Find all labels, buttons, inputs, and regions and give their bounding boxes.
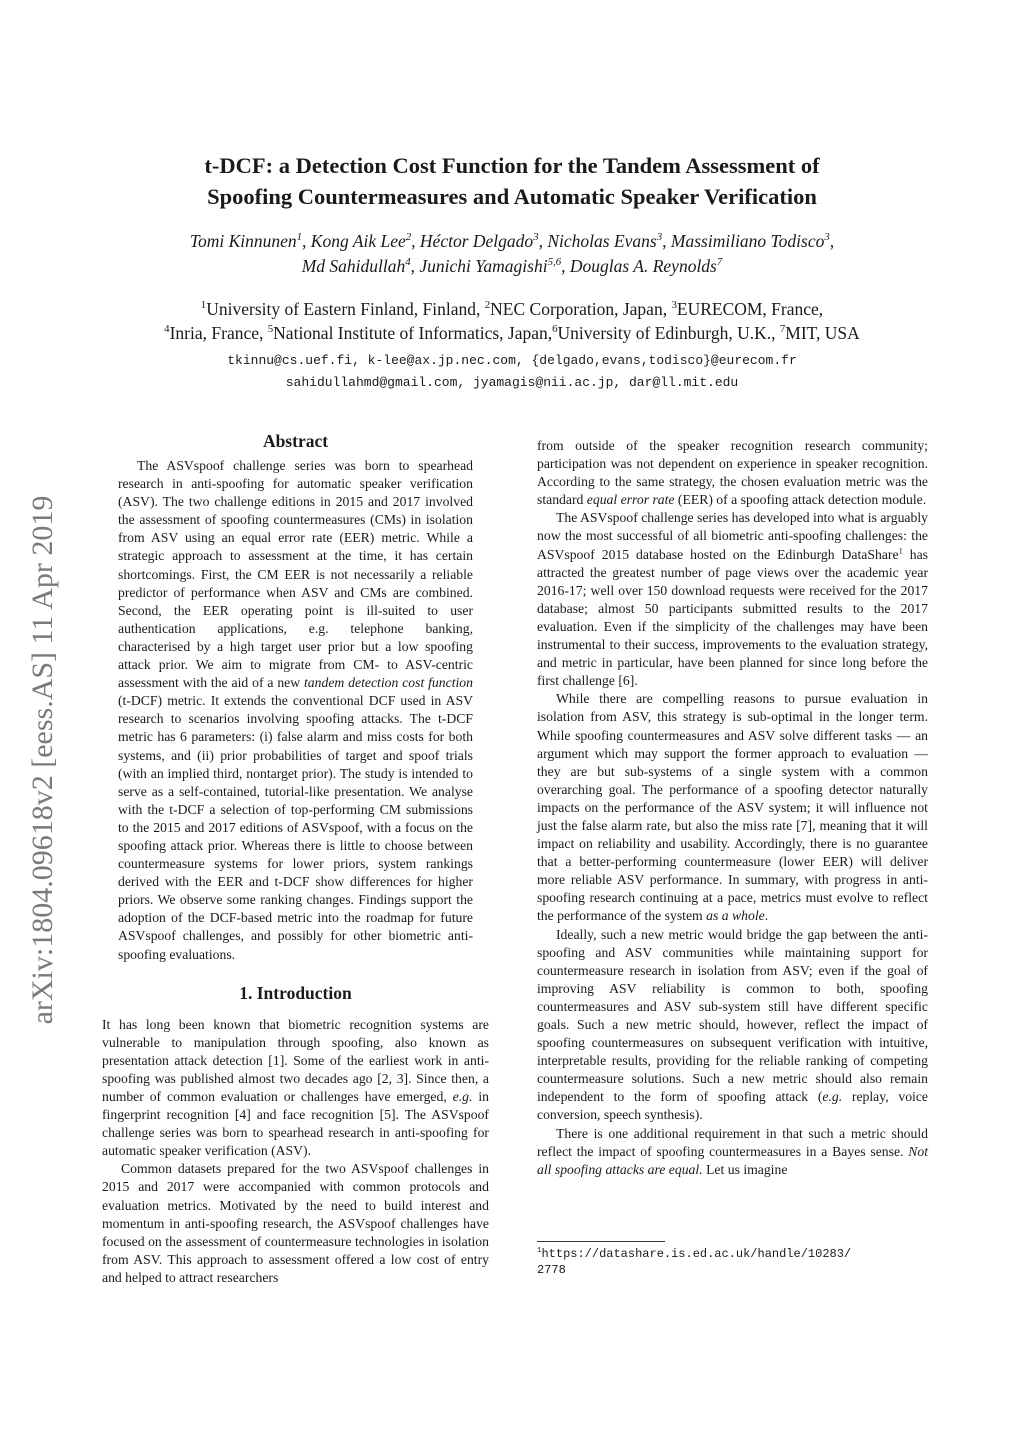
paragraph-text: (EER) of a spoofing attack detection module.	[674, 492, 927, 508]
paragraph-text: from outside of the speaker recognition research community; participation was not dependent on experience in speaker recognition. According to the same strategy, the chosen evaluation metric was the standard	[537, 438, 928, 508]
affiliation: NEC Corporation, Japan,	[490, 299, 672, 319]
author-sep: ,	[410, 256, 420, 276]
author-affil-sup: 5,6	[547, 256, 562, 269]
title-line-2: Spoofing Countermeasures and Automatic Speaker Verification	[207, 184, 817, 209]
affil-sup: 4	[164, 323, 170, 336]
paragraph-text: The ASVspoof challenge series has developed into what is arguably now the most successful of all biometric anti-spoofing challenges: the ASVspoof 2015 database hosted on the Edinburgh DataShare	[537, 510, 928, 562]
affiliation: University of Eastern Finland, Finland,	[206, 299, 485, 319]
author-emails	[0, 350, 1024, 394]
abstract-paragraph	[118, 457, 473, 964]
footnote	[537, 1246, 937, 1278]
affil-sup: 3	[671, 299, 677, 312]
affiliation: Inria, France,	[169, 323, 268, 343]
affiliation-line-2	[0, 321, 1024, 345]
paragraph-text: in fingerprint recognition [4] and face recognition [5]. The ASVspoof challenge series was born to spearhead research in anti-spoofing for automatic speaker verification (ASV).	[102, 1089, 489, 1159]
affiliations	[0, 297, 1024, 345]
author-name: Tomi Kinnunen	[189, 231, 297, 251]
author-affil-sup: 7	[716, 256, 723, 269]
intro-paragraph	[537, 509, 928, 690]
author-name: Md Sahidullah	[301, 256, 406, 276]
author-affil-sup: 3	[824, 231, 830, 244]
affil-sup: 5	[267, 323, 274, 336]
author-sep: ,	[662, 231, 671, 251]
author-sep: ,	[411, 231, 420, 251]
abstract-emphasis: tandem detection cost function	[304, 675, 473, 691]
affiliation-line-1	[0, 297, 1024, 321]
paragraph-text: .	[764, 908, 769, 924]
footnote-divider	[537, 1241, 665, 1242]
affil-sup: 1	[200, 299, 207, 312]
paragraph-text: Common datasets prepared for the two ASVspoof challenges in 2015 and 2017 were accompanied with common protocols and evaluation metrics. Motivated by the need to build interest and momentum in anti-spoofing research, the ASVspoof challenges have focused on the assessment of countermeasure technologies in isolation from ASV. This approach to assessment offered a low cost of entry and helped to attract researchers	[102, 1161, 489, 1285]
intro-paragraph	[102, 1016, 489, 1161]
author-affil-sup: 3	[533, 231, 539, 244]
author-list	[0, 229, 1024, 279]
paragraph-emphasis: as a whole	[706, 908, 765, 924]
right-column	[537, 437, 928, 1179]
title-line-1: t-DCF: a Detection Cost Function for the Tandem Assessment of	[204, 153, 820, 178]
section-heading-introduction: 1. Introduction	[239, 982, 352, 1003]
author-name: Douglas A. Reynolds	[569, 256, 717, 276]
paragraph-emphasis: Not all spoofing attacks are equal.	[537, 1143, 928, 1177]
left-column	[102, 430, 489, 1287]
author-affil-sup: 2	[405, 231, 412, 244]
abstract-body	[102, 457, 489, 964]
arxiv-identifier: arXiv:1804.09618v2 [eess.AS] 11 Apr 2019	[26, 495, 59, 1025]
paragraph-text: Let us imagine	[702, 1161, 788, 1177]
intro-paragraph	[537, 926, 928, 1125]
author-sep: ,	[302, 231, 311, 251]
intro-paragraph	[537, 1125, 928, 1179]
author-name: Massimiliano Todisco	[670, 231, 825, 251]
abstract-text: The ASVspoof challenge series was born to spearhead research in anti-spoofing for automatic speaker verification (ASV). The two challenge editions in 2015 and 2017 involved the assessment of spoofing countermeasures (CMs) in isolation from ASV using an equal error rate (EER) metric. While a strategic approach to assessment at the time, it has certain shortcomings. First, the CM EER is not necessarily a reliable predictor of performance when ASV and CMs are combined. Second, the EER operating point is ill-suited to user authentication applications, e.g. telephone banking, characterised by a high target user prior but a low spoofing attack prior. We aim to migrate from CM- to ASV-centric assessment with the aid of a new	[118, 458, 473, 691]
affiliation: National Institute of Informatics, Japan,	[273, 323, 553, 343]
author-sep: ,	[561, 256, 570, 276]
author-sep: ,	[538, 231, 548, 251]
abstract-text: (t-DCF) metric. It extends the conventional DCF used in ASV research to scenarios involving spoofing attacks. The t-DCF metric has 6 parameters: (i) false alarm and miss costs for both systems, and (ii) prior probabilities of target and spoof trials (with an implied third, nontarget prior). The study is intended to serve as a self-contained, tutorial-like presentation. We analyse with the t-DCF a selection of top-performing CM submissions to the 2015 and 2017 editions of ASVspoof, with a focus on the spoofing attack prior. Whereas there is little to choose between countermeasure systems for lower priors, system rankings derived with the EER and t-DCF show differences for higher priors. We observe some ranking changes. Findings support the adoption of the DCF-based metric into the roadmap for future ASVspoof challenges, and possibly for other biometric anti-spoofing evaluations.	[118, 693, 473, 962]
paragraph-emphasis: e.g.	[452, 1089, 473, 1104]
paragraph-emphasis: equal error rate	[586, 492, 675, 508]
email-line-2: sahidullahmd@gmail.com, jyamagis@nii.ac.jp, dar@ll.mit.edu	[285, 375, 739, 390]
intro-paragraph	[537, 690, 928, 925]
paper-title	[0, 150, 1024, 212]
intro-paragraph	[537, 437, 928, 509]
author-line-1	[0, 229, 1024, 254]
author-name: Nicholas Evans	[547, 231, 657, 251]
author-line-2	[0, 254, 1024, 279]
intro-paragraph	[102, 1160, 489, 1287]
email-line-1: tkinnu@cs.uef.fi, k-lee@ax.jp.nec.com, {delgado,evans,todisco}@eurecom.fr	[227, 353, 797, 368]
author-affil-sup: 3	[656, 231, 663, 244]
abstract-heading: Abstract	[262, 431, 329, 451]
paragraph-text: It has long been known that biometric recognition systems are vulnerable to manipulation through spoofing, also known as presentation attack detection [1]. Some of the earliest work in anti-spoofing was published almost two decades ago [2, 3]. Since then, a number of common evaluation or challenges have emerged,	[102, 1016, 489, 1104]
footnote-line-1	[537, 1246, 937, 1262]
affiliation: MIT, USA	[785, 323, 860, 343]
footnote-line-2[interactable]: 2778	[537, 1263, 566, 1277]
author-affil-sup: 4	[405, 256, 411, 269]
author-name: Kong Aik Lee	[310, 231, 406, 251]
author-affil-sup: 1	[296, 231, 303, 244]
affiliation: University of Edinburgh, U.K.,	[557, 323, 780, 343]
paragraph-text: Ideally, such a new metric would bridge the gap between the anti-spoofing and ASV communities while maintaining support for countermeasure research in isolation from ASV; even if the goal of improving ASV reliability is common to both, spoofing countermeasures and ASV sub-system still have different specific goals. Such a new metric should, however, reflect the impact of spoofing countermeasures on subsequent verification with intuitive, interpretable results, providing for the reliable ranking of competing countermeasure solutions. Such a new metric should also remain independent to the form of spoofing attack (	[537, 926, 928, 1105]
author-sep: ,	[829, 231, 835, 251]
author-name: Junichi Yamagishi	[419, 256, 548, 276]
paragraph-text: There is one additional requirement in that such a metric should reflect the impact of spoofing countermeasures in a Bayes sense.	[537, 1125, 928, 1159]
paragraph-text: While there are compelling reasons to pursue evaluation in isolation from ASV, this strategy is sub-optimal in the longer term. While spoofing countermeasures and ASV solve different tasks — an argument which may support the former approach to evaluation — they are but sub-systems of a single system with a common overarching goal. The performance of a spoofing detector naturally impacts on the performance of the ASV system; it will influence not just the false alarm rate, but also the miss rate [7], meaning that it will impact on reliability and usability. Accordingly, there is no guarantee that a better-performing countermeasure (lower EER) will deliver more reliable ASV performance. In summary, with progress in anti-spoofing research continuing at a pace, metrics must evolve to reflect the performance of the system	[537, 691, 928, 924]
footnote-number: 1	[537, 1247, 542, 1255]
affil-sup: 2	[484, 299, 491, 312]
paragraph-text: has attracted the greatest number of page views over the academic year 2016-17; well over 150 download requests were received for the 2017 database; almost 50 participants submitted results to the 2017 evaluation. Even if the simplicity of the challenges may have been instrumental to their success, improvements to the evaluation strategy, and metric in particular, have been planned for since long before the first challenge [6].	[537, 546, 928, 689]
affiliation: EURECOM, France,	[676, 299, 824, 319]
affil-sup: 7	[779, 323, 786, 336]
author-name: Héctor Delgado	[419, 231, 534, 251]
paragraph-text: replay, voice conversion, speech synthesis).	[537, 1089, 928, 1123]
affil-sup: 6	[552, 323, 558, 336]
paragraph-emphasis: e.g.	[822, 1089, 843, 1105]
footnote-url[interactable]: https://datashare.is.ed.ac.uk/handle/10283/	[541, 1247, 852, 1261]
footnote-marker: 1	[898, 545, 903, 555]
